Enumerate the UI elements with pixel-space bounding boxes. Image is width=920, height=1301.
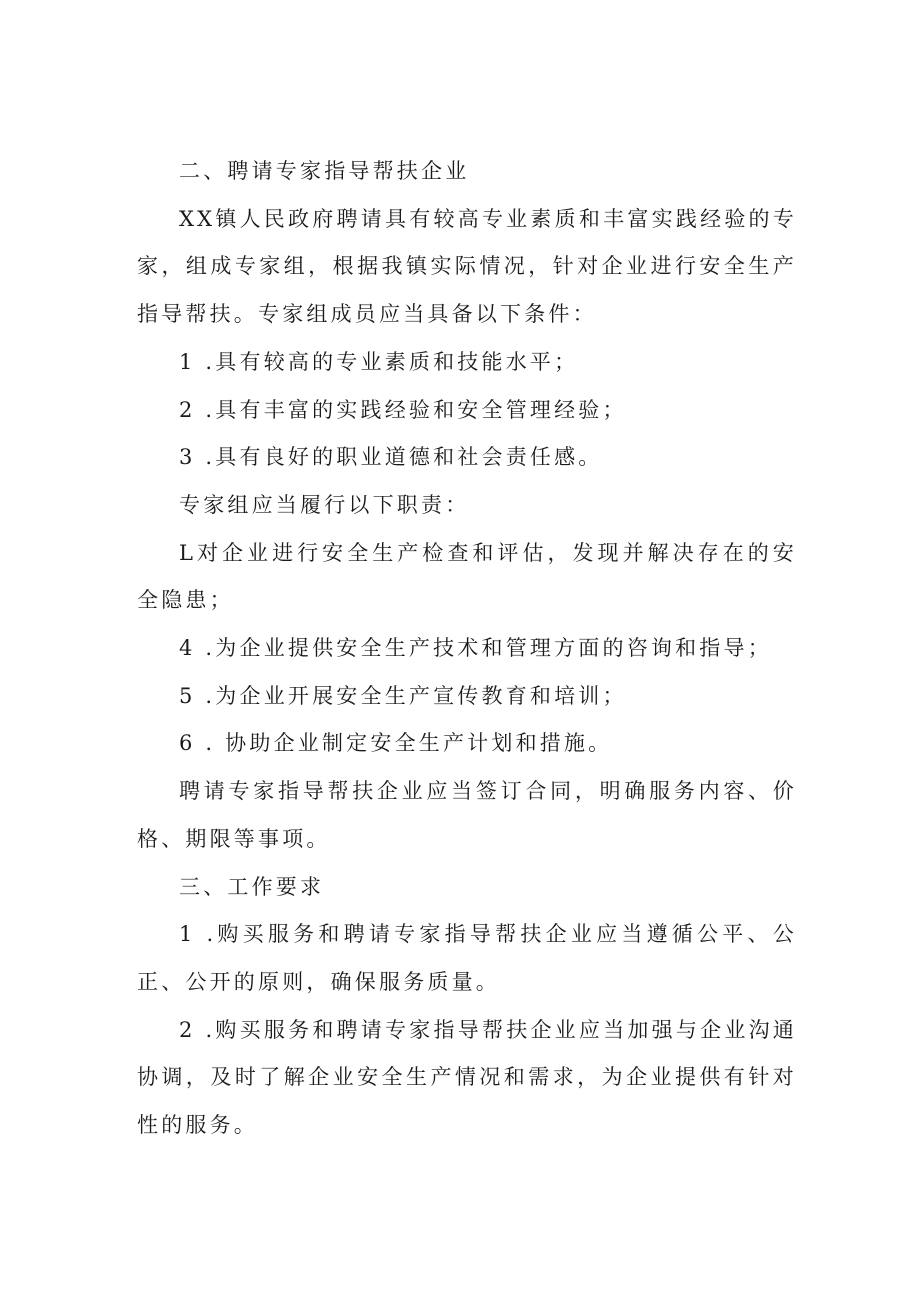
list-item-condition-1: 1 .具有较高的专业素质和技能水平；	[179, 349, 579, 374]
list-item-duty-inspection: L对企业进行安全生产检查和评估，发现并解决存在的安全隐患；	[137, 540, 797, 613]
paragraph-expert-hiring: XX镇人民政府聘请具有较高专业素质和丰富实践经验的专家，组成专家组，根据我镇实际情况，针对企业进行安全生产指导帮扶。专家组成员应当具备以下条件：	[137, 206, 797, 327]
list-item-duty-training: 5 .为企业开展安全生产宣传教育和培训；	[179, 683, 627, 708]
list-item-condition-3: 3 .具有良好的职业道德和社会责任感。	[179, 445, 603, 470]
list-item-duty-planning: 6 . 协助企业制定安全生产计划和措施。	[179, 731, 613, 756]
document-body	[137, 148, 797, 1150]
list-item-condition-2: 2 .具有丰富的实践经验和安全管理经验；	[179, 397, 627, 422]
list-item-requirement-2: 2 .购买服务和聘请专家指导帮扶企业应当加强与企业沟通协调，及时了解企业安全生产情况和需求，为企业提供有针对性的服务。	[137, 1017, 797, 1138]
paragraph-contract: 聘请专家指导帮扶企业应当签订合同，明确服务内容、价格、期限等事项。	[137, 779, 797, 851]
list-item-duty-consulting: 4 .为企业提供安全生产技术和管理方面的咨询和指导；	[179, 636, 772, 661]
list-item-requirement-1: 1 .购买服务和聘请专家指导帮扶企业应当遵循公平、公正、公开的原则，确保服务质量。	[137, 922, 797, 994]
section-heading-work-requirements: 三、工作要求	[179, 874, 325, 899]
paragraph-duties-intro: 专家组应当履行以下职责：	[179, 492, 470, 517]
section-heading-expert-assistance: 二、聘请专家指导帮扶企业	[179, 159, 470, 183]
